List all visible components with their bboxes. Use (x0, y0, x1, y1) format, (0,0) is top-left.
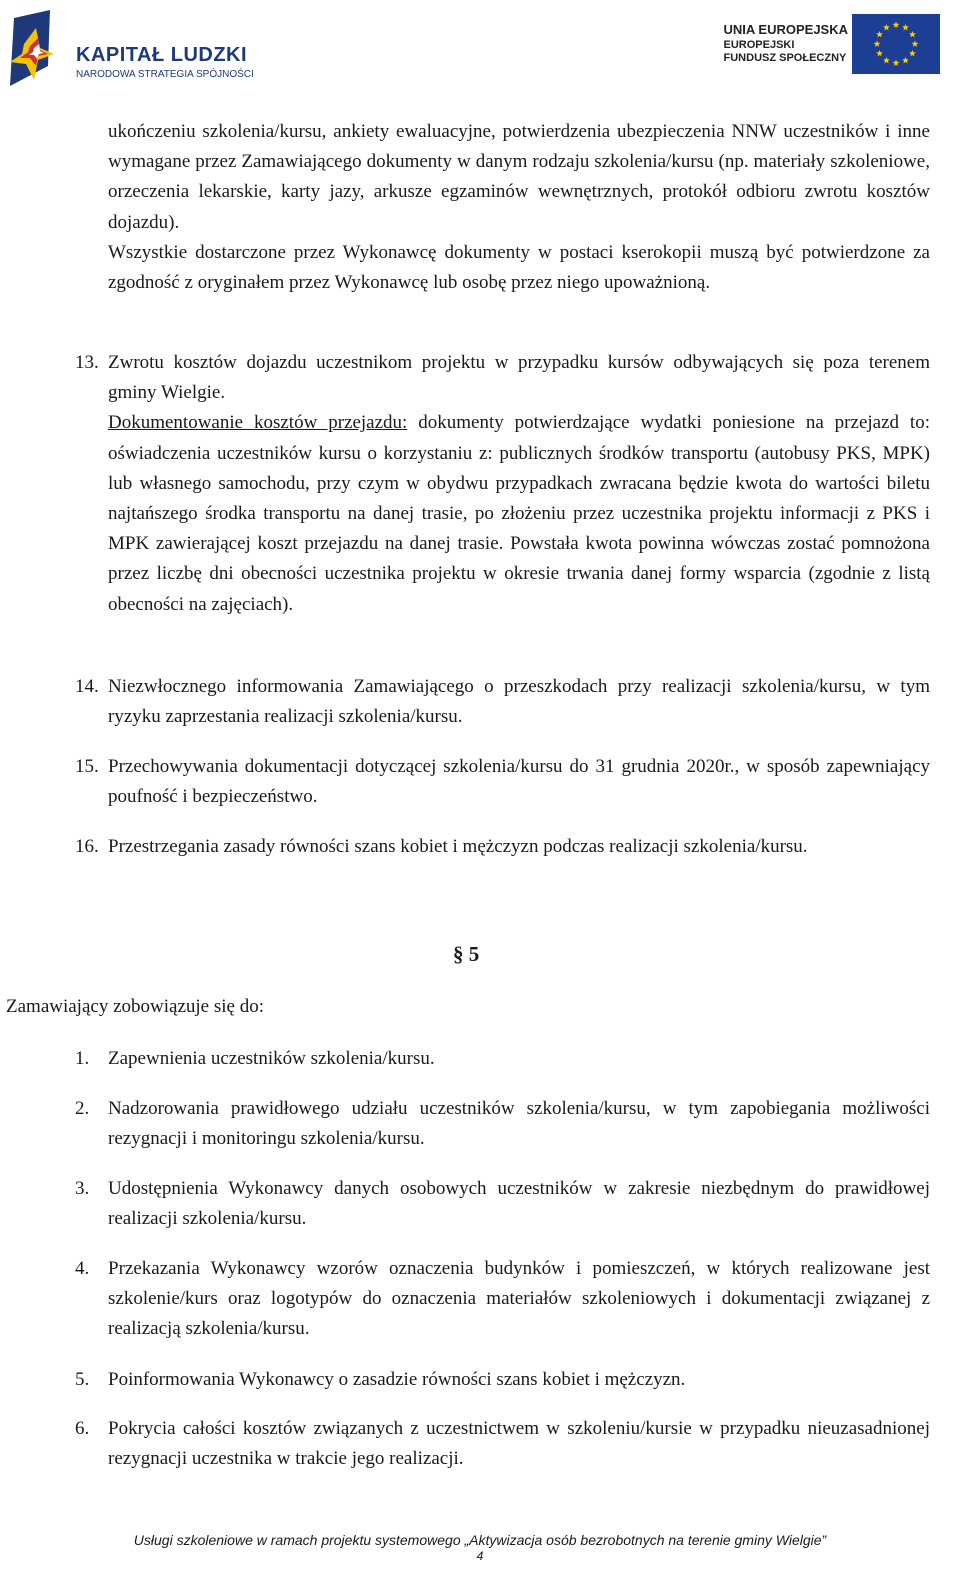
page-number: 4 (476, 1549, 484, 1563)
list-number-14: 14. (75, 676, 99, 697)
paragraph-continuation-1: ukończeniu szkolenia/kursu, ankiety ewaluacyjne, potwierdzenia ubezpieczenia NNW uczestników i inne wymagane przez Zamawiającego dokumenty w danym rodzaju szkolenia/kursu (np. materiały szkoleniowe, orzeczenia lekarskie, karty jazy, arkusze egzaminów wewnętrznych, protokół odbioru zwrotu kosztów dojazdu). (108, 121, 930, 233)
paragraph-continuation-2: Wszystkie dostarczone przez Wykonawcę dokumenty w postaci kserokopii muszą być potwierdzone za zgodność z oryginałem przez Wykonawcę lub osobę przez niego upoważnioną. (108, 242, 930, 294)
list2-item-5: Poinformowania Wykonawcy o zasadzie równości szans kobiet i mężczyzn. (108, 1369, 686, 1390)
eu-logo-text (724, 22, 848, 65)
obligations-lead: Zamawiający zobowiązuje się do: (6, 996, 264, 1017)
list2-number-5: 5. (75, 1369, 90, 1390)
list2-number-3: 3. (75, 1178, 90, 1199)
eu-line-1: UNIA EUROPEJSKA (723, 22, 848, 37)
documenting-costs-label: Dokumentowanie kosztów przejazdu: (108, 412, 408, 434)
page-header (0, 0, 960, 110)
eu-line-3: FUNDUSZ SPOŁECZNY (723, 52, 847, 64)
list-number-15: 15. (75, 756, 99, 777)
kapital-ludzki-star-icon (6, 8, 66, 94)
list-item-14: Niezwłocznego informowania Zamawiającego o przeszkodach przy realizacji szkolenia/kursu, w tym ryzyku zaprzestania realizacji szkolenia/kursu. (108, 676, 930, 728)
eu-logo (708, 14, 940, 78)
list2-number-4: 4. (75, 1258, 90, 1279)
list2-item-6: Pokrycia całości kosztów związanych z uczestnictwem w szkoleniu/kursie w przypadku nieuzasadnionej rezygnacji uczestnika w trakcie jego realizacji. (108, 1418, 930, 1470)
eu-line-2: EUROPEJSKI (723, 39, 795, 51)
list-item-16: Przestrzegania zasady równości szans kobiet i mężczyzn podczas realizacji szkolenia/kursu. (108, 836, 808, 857)
list-number-16: 16. (75, 836, 99, 857)
list-number-13: 13. (75, 352, 99, 373)
list2-item-3: Udostępnienia Wykonawcy danych osobowych uczestników w zakresie niezbędnym do prawidłowej realizacji szkolenia/kursu. (108, 1178, 930, 1230)
list2-item-2: Nadzorowania prawidłowego udziału uczestników szkolenia/kursu, w tym zapobiegania możliwości rezygnacji i monitoringu szkolenia/kursu. (108, 1098, 930, 1150)
section-title: § 5 (453, 942, 480, 966)
list2-number-2: 2. (75, 1098, 90, 1119)
list2-item-4: Przekazania Wykonawcy wzorów oznaczenia budynków i pomieszczeń, w których realizowane jest szkolenie/kurs oraz logotypów do oznaczenia materiałów szkoleniowych i dokumentacji związanej z realizacją szkolenia/kursu. (108, 1258, 930, 1340)
footer-text: Usługi szkoleniowe w ramach projektu systemowego „Aktywizacja osób bezrobotnych na terenie gminy Wielgie” (133, 1532, 827, 1548)
kapital-ludzki-subtitle: NARODOWA STRATEGIA SPÓJNOŚCI (76, 69, 254, 80)
list2-number-1: 1. (75, 1048, 90, 1069)
list2-item-1: Zapewnienia uczestników szkolenia/kursu. (108, 1048, 435, 1069)
list-item-13-text: Zwrotu kosztów dojazdu uczestnikom projektu w przypadku kursów odbywających się poza terenem gminy Wielgie. (108, 352, 930, 404)
documenting-costs-text: dokumenty potwierdzające wydatki poniesione na przejazd to: oświadczenia uczestników kursu o korzystaniu z: publicznych środków transportu (autobusy PKS, MPK) lub własnego samochodu, przy czym w obydwu przypadkach zwracana będzie kwota do wartości biletu najtańszego środka transportu na danej trasie, po złożeniu przez uczestnika projektu informacji z PKS i MPK zawierającej koszt przejazdu na danej trasie. Powstała kwota powinna wówczas zostać pomnożona przez liczbę dni obecności uczestnika projektu w okresie trwania danej formy wsparcia (zgodnie z listą obecności na zajęciach). (108, 412, 930, 615)
page-footer (0, 1532, 960, 1564)
kapital-ludzki-title: KAPITAŁ LUDZKI (76, 44, 248, 66)
eu-flag-icon (852, 14, 940, 74)
list2-number-6: 6. (75, 1418, 90, 1439)
kapital-ludzki-logo (6, 8, 254, 94)
list-item-13 (108, 348, 930, 620)
list-item-15: Przechowywania dokumentacji dotyczącej szkolenia/kursu do 31 grudnia 2020r., w sposób zapewniający poufność i bezpieczeństwo. (108, 756, 930, 808)
